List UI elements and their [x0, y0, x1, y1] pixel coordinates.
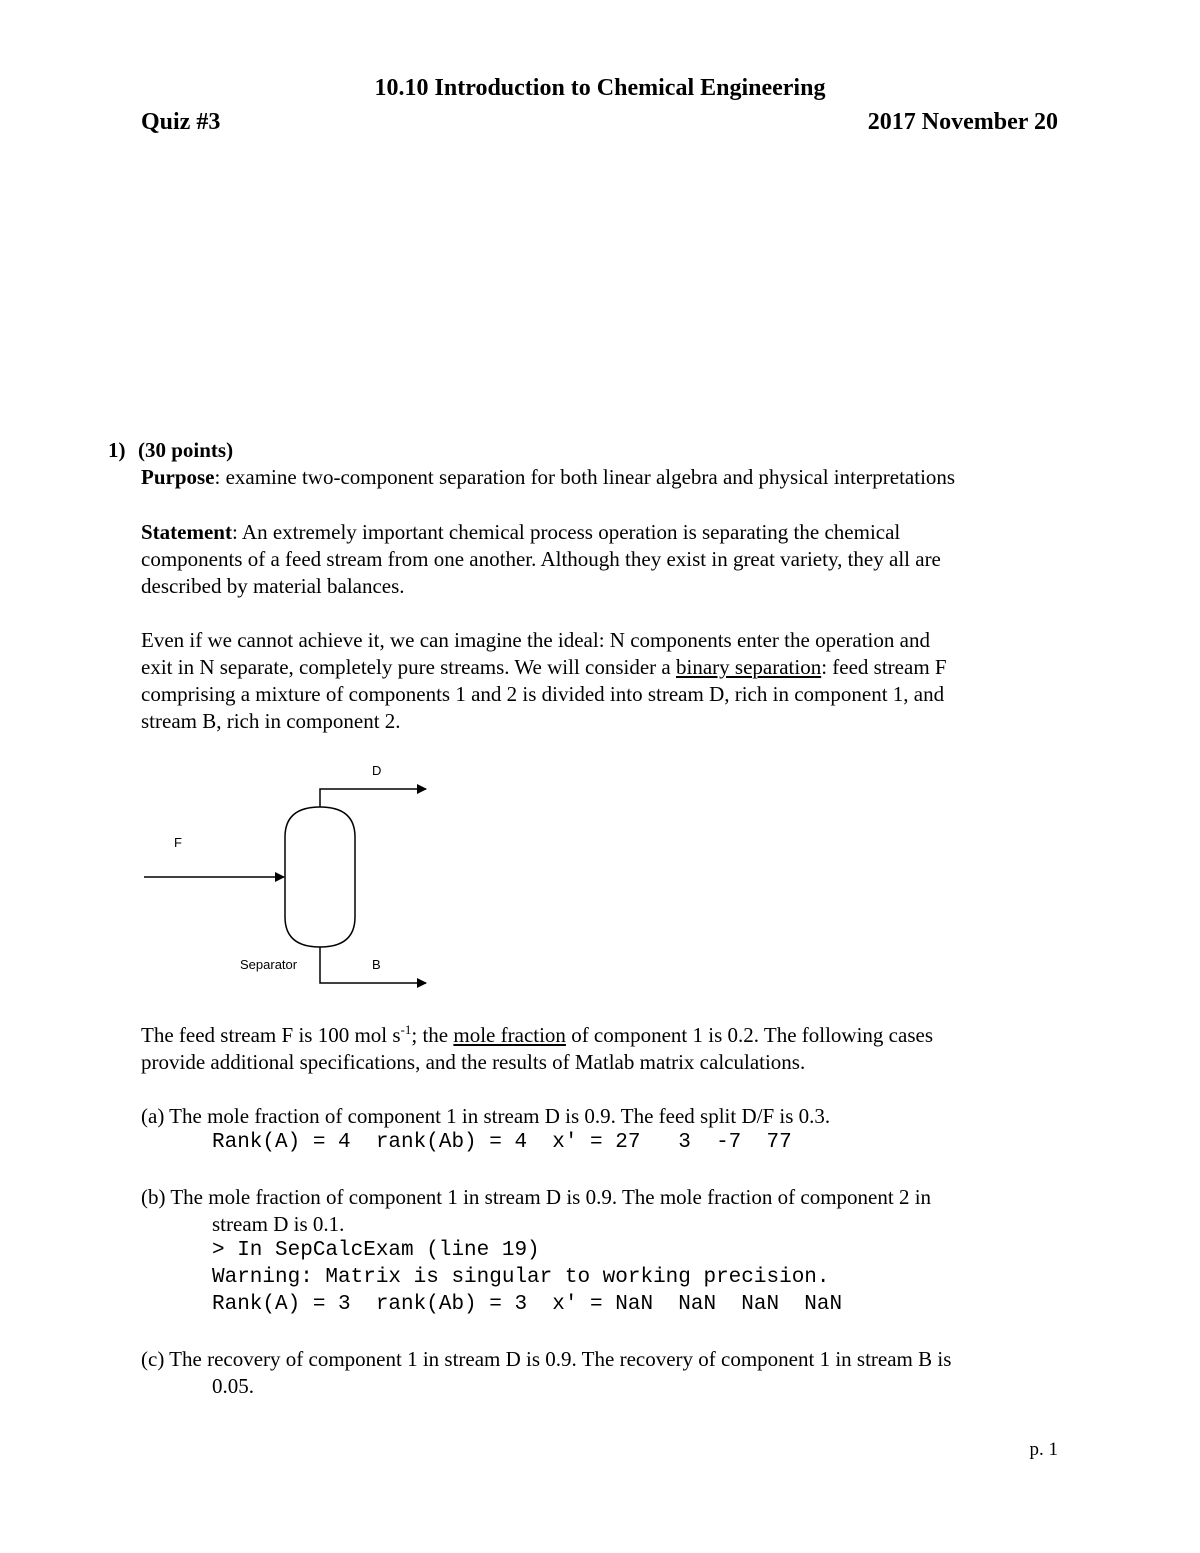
statement-line-1 — [141, 519, 900, 546]
case-c-text-line-2: 0.05. — [212, 1374, 254, 1398]
quiz-date: 2017 November 20 — [867, 109, 1058, 135]
statement-label: Statement — [141, 520, 232, 544]
question-number: 1) — [108, 438, 126, 462]
purpose-text: : examine two-component separation for both linear algebra and physical interpretations — [214, 465, 956, 489]
paragraph-2-line-1: Even if we cannot achieve it, we can imagine the ideal: N components enter the operation and — [141, 628, 930, 652]
feed-text-3: of component 1 is 0.2. The following cases — [565, 1023, 933, 1047]
purpose-label: Purpose — [141, 465, 215, 489]
feed-line-2: provide additional specifications, and the results of Matlab matrix calculations. — [141, 1050, 806, 1074]
case-c-text-line-1: (c) The recovery of component 1 in stream D is 0.9. The recovery of component 1 in stream B is — [141, 1347, 952, 1371]
feed-line-1 — [141, 1022, 933, 1049]
feed-unit-exponent: -1 — [400, 1022, 412, 1037]
stream-label-d: D — [372, 763, 382, 778]
paragraph-2-line-2 — [141, 654, 947, 681]
purpose-line — [141, 464, 955, 491]
separator-vessel — [285, 807, 355, 947]
case-a-code: Rank(A) = 4 rank(Ab) = 4 x' = 27 3 -7 77 — [212, 1131, 792, 1154]
binary-separation-term: binary separation — [676, 655, 822, 679]
case-b-code-line-2: Warning: Matrix is singular to working precision. — [212, 1266, 830, 1289]
stream-label-b: B — [372, 957, 381, 972]
distillate-stream-arrow — [320, 789, 426, 807]
statement-text: : An extremely important chemical process operation is separating the chemical — [231, 520, 901, 544]
question-points: (30 points) — [138, 438, 234, 462]
statement-line-2: components of a feed stream from one another. Although they exist in great variety, they all are — [141, 547, 941, 571]
feed-text: The feed stream F is 100 mol s — [141, 1023, 401, 1047]
case-a-text: (a) The mole fraction of component 1 in stream D is 0.9. The feed split D/F is 0.3. — [141, 1104, 831, 1128]
course-title: 10.10 Introduction to Chemical Engineering — [374, 75, 826, 101]
separator-label: Separator — [240, 957, 298, 972]
separator-diagram — [130, 755, 450, 1000]
paragraph-2-text: exit in N separate, completely pure streams. We will consider a — [141, 655, 676, 679]
paragraph-2-text-end: : feed stream F — [821, 655, 947, 679]
page-number: p. 1 — [1029, 1439, 1058, 1460]
case-b-text-line-1: (b) The mole fraction of component 1 in stream D is 0.9. The mole fraction of component 2 in — [141, 1185, 932, 1209]
paragraph-2-line-4: stream B, rich in component 2. — [141, 709, 401, 733]
case-b-code-line-3: Rank(A) = 3 rank(Ab) = 3 x' = NaN NaN NaN NaN — [212, 1293, 843, 1316]
quiz-number: Quiz #3 — [141, 109, 221, 135]
case-b-text-line-2: stream D is 0.1. — [212, 1212, 345, 1236]
mole-fraction-term: mole fraction — [453, 1023, 566, 1047]
case-b-code-line-1: > In SepCalcExam (line 19) — [212, 1239, 540, 1262]
feed-text-2: ; the — [411, 1023, 454, 1047]
stream-label-f: F — [174, 835, 182, 850]
paragraph-2-line-3: comprising a mixture of components 1 and 2 is divided into stream D, rich in component 1, and — [141, 682, 945, 706]
statement-line-3: described by material balances. — [141, 574, 405, 598]
